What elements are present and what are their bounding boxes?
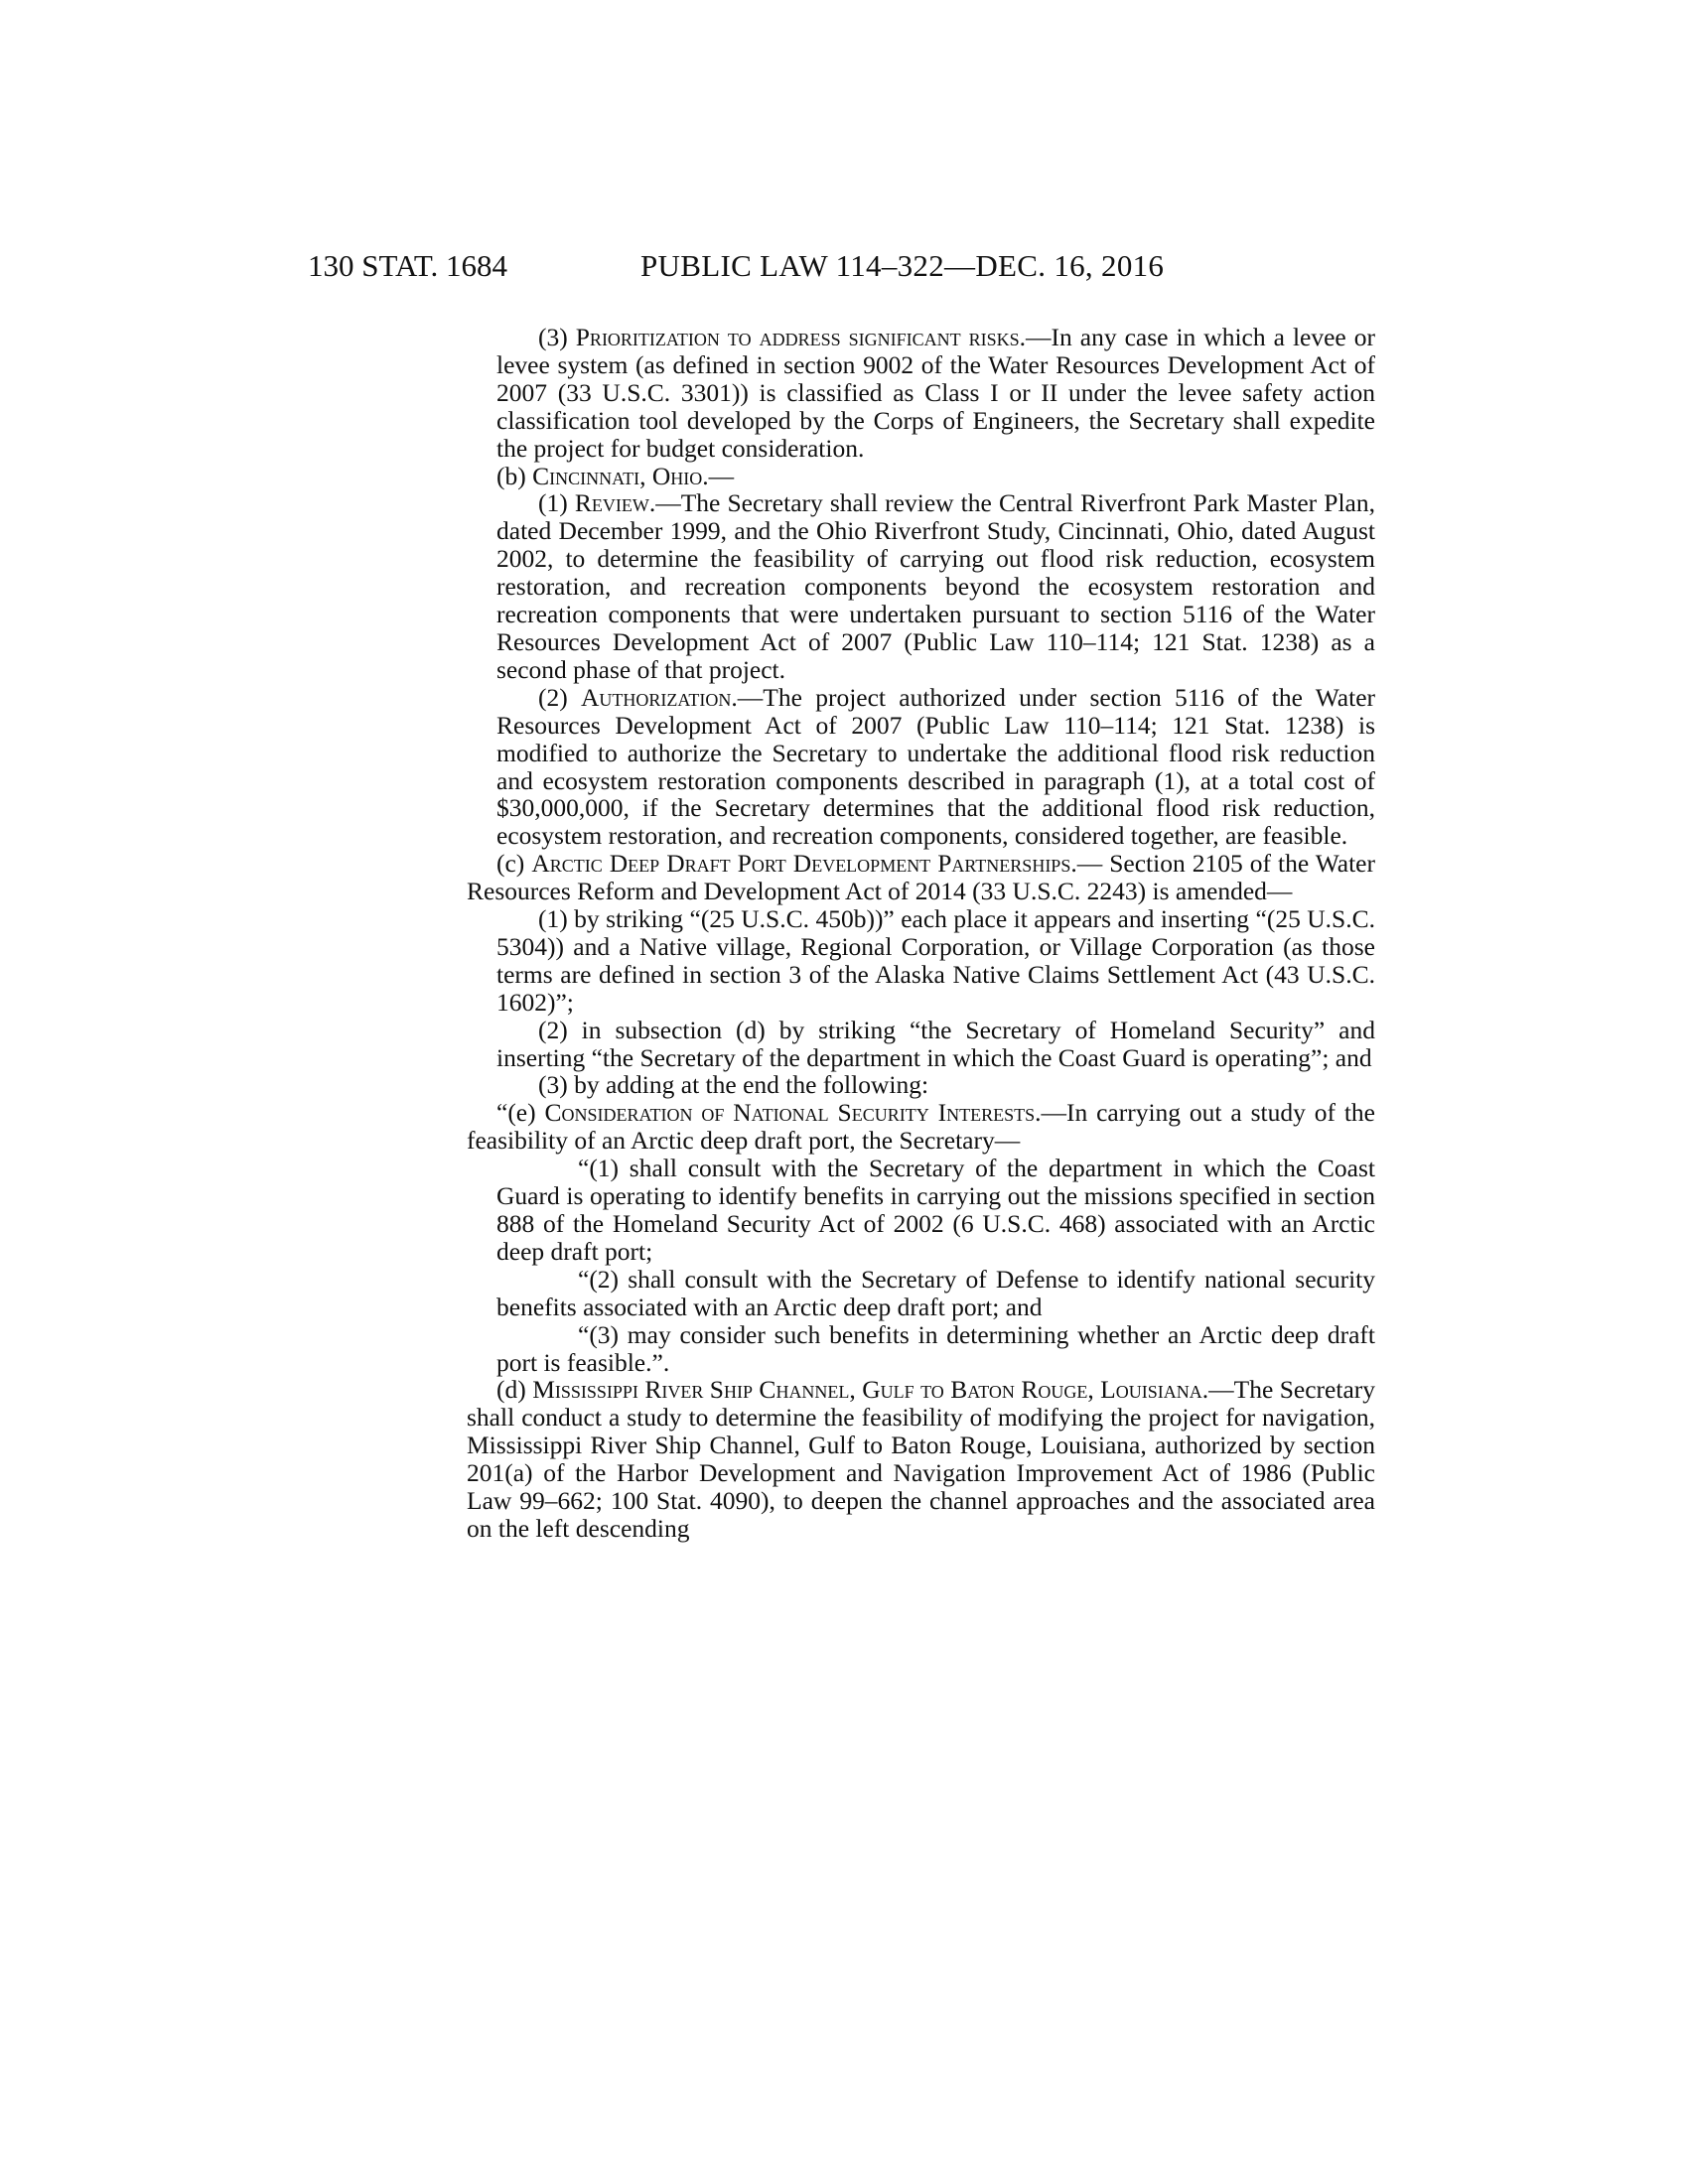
inserted-paragraph-e2: “(2) shall consult with the Secretary of Defense to identify national security benefits associated with an Arctic deep draft port; and	[496, 1264, 1375, 1321]
statute-page-number: 130 STAT. 1684	[308, 248, 508, 283]
paragraph-number: (1)	[538, 488, 575, 518]
subsection-text: .— Section 2105 of the Water Resources Reform and Development Act of 2014 (33 U.S.C. 2243) is amended—	[467, 849, 1375, 906]
paragraph-a3	[496, 324, 1375, 463]
subsection-number: (b)	[496, 461, 533, 490]
paragraph-number: (2)	[538, 682, 582, 712]
paragraph-text: .—In any case in which a levee or levee system (as defined in section 9002 of the Water Resources Development Act of 2007 (33 U.S.C. 3301)) is classified as Class I or II under the levee safety action classification tool developed by the Corps of Engineers, the Secretary shall expedite the project for budget consideration.	[496, 323, 1375, 463]
subsection-text: .—	[702, 461, 735, 490]
subsection-number: “(e)	[496, 1098, 545, 1128]
amendment-c3: (3) by adding at the end the following:	[538, 1070, 929, 1100]
page-header	[308, 248, 1380, 288]
paragraph-heading: Authorization	[581, 682, 732, 712]
inserted-subsection-e	[467, 1099, 1375, 1155]
paragraph-number: (3)	[538, 323, 576, 351]
paragraph-b1	[496, 489, 1375, 683]
subsection-text: .—In carrying out a study of the feasibility of an Arctic deep draft port, the Secretary—	[467, 1098, 1375, 1156]
inserted-paragraph-e1: “(1) shall consult with the Secretary of the department in which the Coast Guard is operating to identify benefits in carrying out the missions specified in section 888 of the Homeland Security Act of 2002 (6 U.S.C. 468) associated with an Arctic deep draft port;	[496, 1154, 1375, 1266]
subsection-number: (d)	[496, 1375, 533, 1405]
paragraph-text: .—The project authorized under section 5116 of the Water Resources Development Act of 2007 (Public Law 110–114; 121 Stat. 1238) is modified to authorize the Secretary to undertake the additional flood risk reduction and ecosystem restoration components described in paragraph (1), at a total cost of $30,000,000, if the Secretary determines that the additional flood risk reduction, ecosystem restoration, and recreation components, considered together, are feasible.	[496, 682, 1376, 851]
amendment-c2: (2) in subsection (d) by striking “the Secretary of Homeland Security” and inserting “the Secretary of the department in which the Coast Guard is operating”; and	[496, 1015, 1375, 1072]
document-body	[467, 323, 1376, 1543]
subsection-heading: Mississippi River Ship Channel, Gulf to Baton Rouge, Louisiana	[532, 1375, 1202, 1405]
subsection-heading: Arctic Deep Draft Port Development Partnerships	[531, 849, 1071, 879]
subsection-heading: Consideration of National Security Interests	[544, 1098, 1036, 1128]
paragraph-heading: Review	[574, 488, 649, 518]
subsection-heading: Cincinnati, Ohio	[532, 461, 703, 490]
paragraph-text: .—The Secretary shall review the Central Riverfront Park Master Plan, dated December 1999, and the Ohio Riverfront Study, Cincinnati, Ohio, dated August 2002, to determine the feasibility of carrying out flood risk reduction, ecosystem restoration, and recreation components beyond the ecosystem restoration and recreation components that were undertaken pursuant to section 5116 of the Water Resources Development Act of 2007 (Public Law 110–114; 121 Stat. 1238) as a second phase of that project.	[496, 488, 1375, 684]
subsection-number: (c)	[496, 849, 532, 879]
subsection-b	[496, 463, 1375, 490]
subsection-c	[467, 850, 1375, 905]
amendment-c1: (1) by striking “(25 U.S.C. 450b))” each place it appears and inserting “(25 U.S.C. 5304)) and a Native village, Regional Corporation, or Village Corporation (as those terms are defined in section 3 of the Alaska Native Claims Settlement Act (43 U.S.C. 1602)”;	[496, 904, 1375, 1017]
subsection-text: .—The Secretary shall conduct a study to determine the feasibility of modifying the project for navigation, Mississippi River Ship Channel, Gulf to Baton Rouge, Louisiana, authorized by section 201(a) of the Harbor Development and Navigation Improvement Act of 1986 (Public Law 99–662; 100 Stat. 4090), to deepen the channel approaches and the associated area on the left descending	[467, 1375, 1376, 1543]
public-law-citation: PUBLIC LAW 114–322—DEC. 16, 2016	[640, 248, 1165, 283]
subsection-d	[467, 1376, 1375, 1542]
paragraph-heading: Prioritization to address significant risks	[575, 323, 1020, 351]
inserted-paragraph-e3: “(3) may consider such benefits in determining whether an Arctic deep draft port is feasible.”.	[496, 1319, 1375, 1377]
paragraph-b2	[496, 684, 1375, 850]
